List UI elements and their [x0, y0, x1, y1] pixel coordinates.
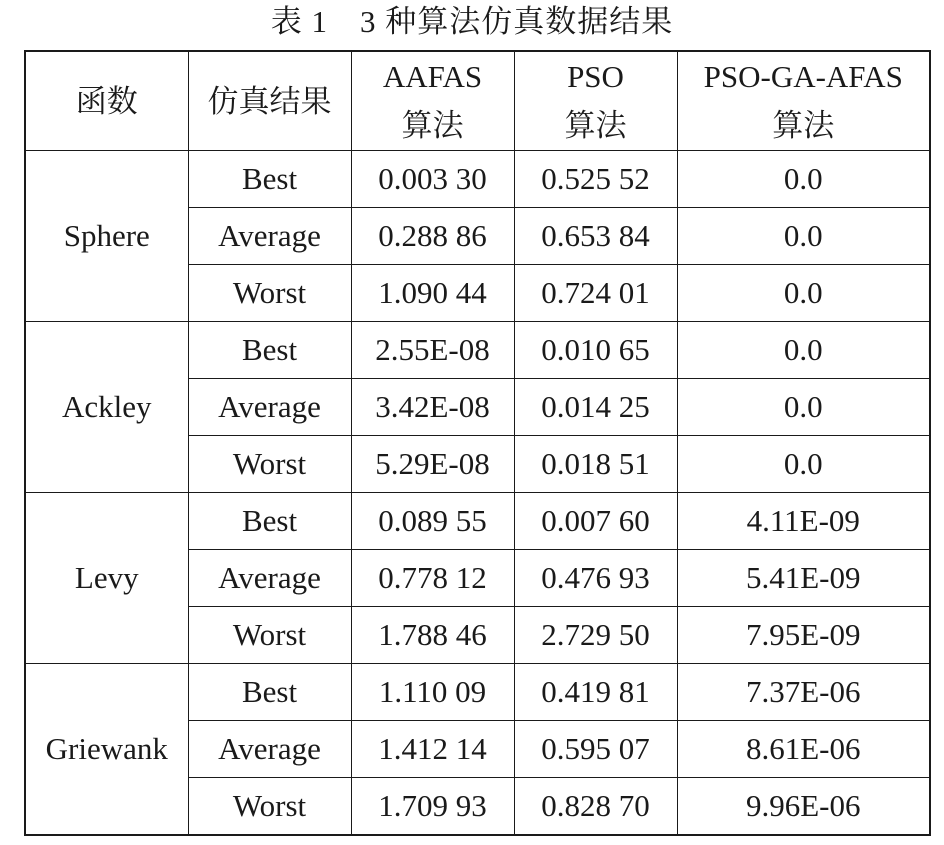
header-aafas-line2: 算法: [401, 108, 464, 143]
header-pso-line2: 算法: [564, 108, 627, 143]
pso-value: 0.419 81: [514, 664, 677, 721]
pso-value: 0.018 51: [514, 436, 677, 493]
table-row: [25, 664, 930, 721]
aafas-value: 0.288 86: [351, 208, 514, 265]
header-sim-result: 仿真结果: [188, 51, 351, 151]
header-aafas-line1: AAFAS: [382, 59, 483, 94]
metric-cell: Worst: [188, 436, 351, 493]
pso-ga-afas-value: 0.0: [677, 151, 930, 208]
metric-cell: Best: [188, 493, 351, 550]
header-row: [25, 51, 930, 151]
metric-cell: Best: [188, 664, 351, 721]
pso-ga-afas-value: 8.61E-06: [677, 721, 930, 778]
metric-cell: Worst: [188, 265, 351, 322]
pso-ga-afas-value: 0.0: [677, 322, 930, 379]
pso-ga-afas-value: 0.0: [677, 379, 930, 436]
header-pso-ga-afas-line2: 算法: [772, 108, 835, 143]
aafas-value: 1.709 93: [351, 778, 514, 836]
table-row: [25, 322, 930, 379]
pso-value: 0.010 65: [514, 322, 677, 379]
function-name: Levy: [25, 493, 188, 664]
function-name: Sphere: [25, 151, 188, 322]
metric-cell: Average: [188, 379, 351, 436]
pso-ga-afas-value: 0.0: [677, 208, 930, 265]
aafas-value: 0.089 55: [351, 493, 514, 550]
metric-cell: Best: [188, 151, 351, 208]
table-row: [25, 493, 930, 550]
pso-value: 0.476 93: [514, 550, 677, 607]
pso-ga-afas-value: 7.37E-06: [677, 664, 930, 721]
pso-ga-afas-value: 7.95E-09: [677, 607, 930, 664]
aafas-value: 3.42E-08: [351, 379, 514, 436]
header-function: 函数: [25, 51, 188, 151]
aafas-value: 1.788 46: [351, 607, 514, 664]
table-body: [25, 151, 930, 836]
header-aafas: [351, 51, 514, 151]
results-table: [24, 50, 931, 836]
metric-cell: Worst: [188, 607, 351, 664]
aafas-value: 1.412 14: [351, 721, 514, 778]
aafas-value: 2.55E-08: [351, 322, 514, 379]
metric-cell: Best: [188, 322, 351, 379]
header-pso-ga-afas-line1: PSO-GA-AFAS: [703, 59, 903, 94]
table-header: [25, 51, 930, 151]
aafas-value: 5.29E-08: [351, 436, 514, 493]
header-pso: [514, 51, 677, 151]
aafas-value: 0.778 12: [351, 550, 514, 607]
header-pso-ga-afas: [677, 51, 930, 151]
metric-cell: Worst: [188, 778, 351, 836]
pso-value: 0.595 07: [514, 721, 677, 778]
pso-ga-afas-value: 0.0: [677, 265, 930, 322]
aafas-value: 1.110 09: [351, 664, 514, 721]
pso-value: 0.828 70: [514, 778, 677, 836]
pso-ga-afas-value: 4.11E-09: [677, 493, 930, 550]
pso-value: 0.525 52: [514, 151, 677, 208]
aafas-value: 0.003 30: [351, 151, 514, 208]
pso-value: 0.014 25: [514, 379, 677, 436]
pso-ga-afas-value: 5.41E-09: [677, 550, 930, 607]
pso-value: 0.653 84: [514, 208, 677, 265]
aafas-value: 1.090 44: [351, 265, 514, 322]
pso-value: 0.007 60: [514, 493, 677, 550]
function-name: Griewank: [25, 664, 188, 836]
metric-cell: Average: [188, 721, 351, 778]
pso-value: 2.729 50: [514, 607, 677, 664]
table-caption: 表 1 3 种算法仿真数据结果: [270, 4, 674, 39]
pso-ga-afas-value: 9.96E-06: [677, 778, 930, 836]
header-pso-line1: PSO: [567, 59, 624, 94]
metric-cell: Average: [188, 550, 351, 607]
metric-cell: Average: [188, 208, 351, 265]
pso-value: 0.724 01: [514, 265, 677, 322]
table-row: [25, 151, 930, 208]
pso-ga-afas-value: 0.0: [677, 436, 930, 493]
function-name: Ackley: [25, 322, 188, 493]
